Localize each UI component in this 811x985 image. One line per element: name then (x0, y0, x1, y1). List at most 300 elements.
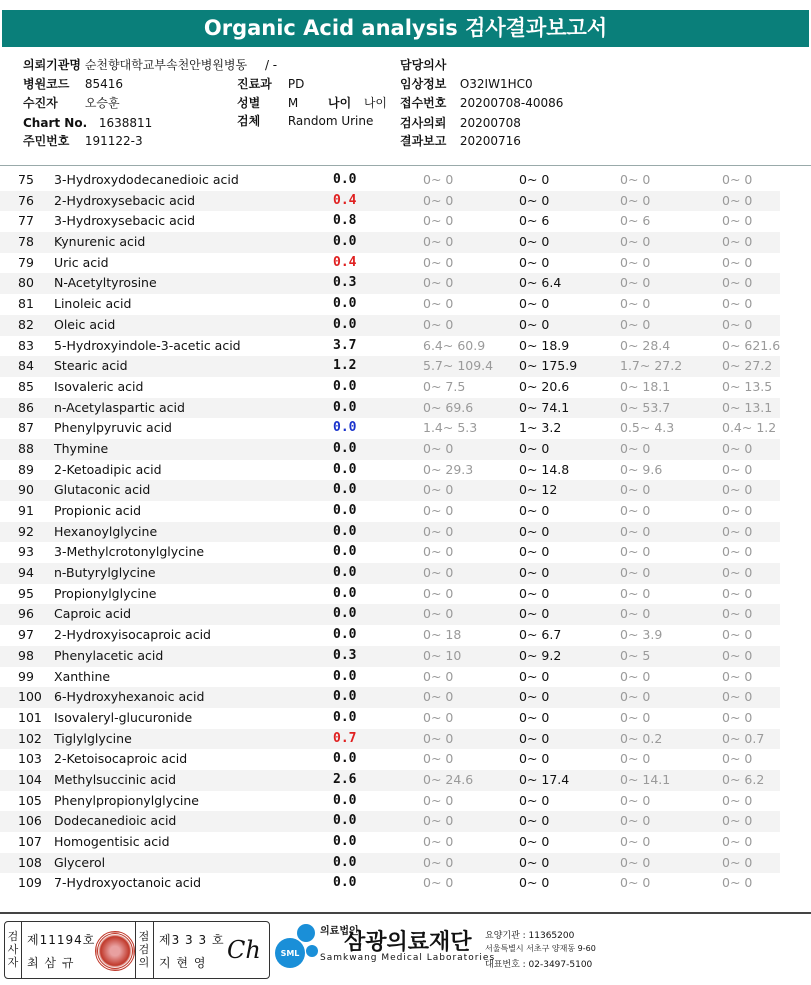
reference-range-3: 0~ 53.7 (620, 399, 671, 415)
result-value: 0.0 (333, 751, 357, 767)
table-row (0, 356, 780, 377)
row-number: 95 (18, 585, 34, 601)
analyte-name: Oleic acid (54, 316, 116, 332)
sex-value: M (287, 96, 299, 110)
reference-range-2: 0~ 0 (519, 565, 550, 581)
handwritten-signature: Ch (227, 936, 261, 964)
reference-range-1: 0~ 0 (423, 730, 454, 746)
row-number: 75 (18, 172, 34, 187)
reference-range-1: 0~ 0 (423, 813, 454, 829)
reference-range-3: 0~ 0 (620, 668, 651, 684)
reference-range-4: 0~ 6.2 (722, 771, 765, 787)
table-row (0, 315, 780, 336)
reference-range-4: 0~ 0 (722, 296, 753, 312)
row-number: 84 (18, 358, 34, 374)
analyte-name: 2-Ketoadipic acid (54, 461, 162, 477)
reference-range-4: 0~ 0 (722, 585, 753, 601)
reference-range-4: 0~ 0 (722, 668, 753, 684)
row-number: 83 (18, 337, 34, 353)
reviewer-license: 제3 3 3 호 (159, 933, 225, 947)
analyte-name: Glycerol (54, 854, 106, 870)
result-value: 0.3 (333, 647, 357, 663)
reference-range-3: 0~ 0 (620, 813, 651, 829)
reference-range-4: 0~ 0 (722, 834, 753, 849)
org-address: 서울특별시 서초구 양재동 9-60 (485, 944, 596, 953)
reference-range-2: 0~ 0 (519, 440, 550, 456)
analyte-name: Stearic acid (54, 358, 128, 374)
rrn-field (23, 133, 143, 149)
result-value: 3.7 (333, 337, 357, 353)
reference-range-1: 0~ 0 (423, 275, 454, 291)
reference-range-1: 0~ 0 (423, 854, 454, 870)
row-number: 81 (18, 296, 34, 312)
dept-value: PD (287, 77, 305, 91)
analyte-name: 7-Hydroxyoctanoic acid (54, 875, 202, 891)
reference-range-2: 0~ 0 (519, 668, 550, 684)
result-value: 0.0 (333, 565, 357, 581)
row-number: 92 (18, 523, 34, 539)
result-value: 0.0 (333, 482, 357, 498)
reference-range-3: 0~ 0 (620, 482, 651, 498)
results-table (0, 170, 780, 894)
analyte-name: Isovaleric acid (54, 378, 144, 394)
analyte-name: Thymine (54, 440, 109, 456)
table-row (0, 625, 780, 646)
reference-range-1: 0~ 0 (423, 440, 454, 456)
report-date-label: 결과보고 (400, 134, 447, 148)
result-value: 0.3 (333, 275, 357, 291)
analyte-name: N-Acetyltyrosine (54, 275, 157, 291)
table-row (0, 853, 780, 874)
reference-range-4: 0~ 0 (722, 751, 753, 767)
analyte-name: 2-Ketoisocaproic acid (54, 751, 188, 767)
reference-range-4: 0.4~ 1.2 (722, 420, 777, 436)
table-row (0, 273, 780, 294)
analyte-name: Propionic acid (54, 503, 142, 518)
reference-range-1: 0~ 0 (423, 482, 454, 498)
chart-no-label: Chart No. (23, 116, 88, 130)
reference-range-3: 0~ 0 (620, 254, 651, 270)
reference-range-4: 0~ 13.5 (722, 378, 773, 394)
result-value: 0.0 (333, 709, 357, 725)
reference-range-4: 0~ 0 (722, 689, 753, 705)
reference-range-2: 0~ 9.2 (519, 647, 562, 663)
row-number: 109 (18, 875, 42, 891)
clinical-field (400, 76, 533, 92)
analyte-name: Propionylglycine (54, 585, 157, 601)
row-number: 101 (18, 709, 42, 725)
result-value: 0.7 (333, 730, 357, 746)
analyte-name: Tiglylglycine (54, 730, 132, 746)
reference-range-1: 0~ 0 (423, 523, 454, 539)
analyte-name: n-Acetylaspartic acid (54, 399, 185, 415)
reference-range-1: 0~ 0 (423, 172, 454, 187)
reference-range-2: 0~ 0 (519, 730, 550, 746)
analyte-name: 3-Methylcrotonylglycine (54, 544, 205, 560)
reference-range-4: 0~ 0 (722, 647, 753, 663)
analyte-name: Phenylpyruvic acid (54, 420, 172, 436)
row-number: 96 (18, 606, 34, 622)
analyte-name: Glutaconic acid (54, 482, 151, 498)
reference-range-2: 0~ 0 (519, 234, 550, 250)
row-number: 89 (18, 461, 34, 477)
hospital-code-label: 병원코드 (23, 77, 70, 91)
table-row (0, 232, 780, 253)
reference-range-4: 0~ 0 (722, 461, 753, 477)
row-number: 90 (18, 482, 34, 498)
table-row (0, 667, 780, 688)
reference-range-3: 0~ 0 (620, 440, 651, 456)
reference-range-2: 0~ 0 (519, 503, 550, 518)
reference-range-2: 0~ 0 (519, 254, 550, 270)
row-number: 82 (18, 316, 34, 332)
reference-range-1: 0~ 0 (423, 585, 454, 601)
request-date-value: 20200708 (459, 116, 521, 130)
table-row (0, 398, 780, 419)
specimen-value: Random Urine (287, 114, 374, 128)
table-row (0, 480, 780, 501)
institution-value: 순천향대학교부속천안병원병동 (84, 58, 248, 72)
receipt-field (400, 95, 563, 111)
sml-logo-icon (272, 921, 320, 969)
reference-range-1: 0~ 69.6 (423, 399, 474, 415)
reference-range-3: 0~ 0 (620, 565, 651, 581)
header-divider (0, 165, 811, 166)
table-row (0, 377, 780, 398)
row-number: 93 (18, 544, 34, 560)
reference-range-3: 0~ 6 (620, 213, 651, 229)
reference-range-1: 0~ 0 (423, 668, 454, 684)
row-number: 108 (18, 854, 42, 870)
inspector-license: 제11194호 (27, 933, 96, 947)
reference-range-3: 0~ 0 (620, 544, 651, 560)
reference-range-3: 0~ 0 (620, 234, 651, 250)
reference-range-3: 0~ 0 (620, 606, 651, 622)
doctor-label: 담당의사 (400, 58, 447, 72)
reference-range-1: 0~ 0 (423, 503, 454, 518)
reference-range-1: 0~ 0 (423, 296, 454, 312)
reference-range-4: 0~ 0 (722, 523, 753, 539)
row-number: 98 (18, 647, 34, 663)
result-value: 0.0 (333, 813, 357, 829)
receipt-label: 접수번호 (400, 96, 447, 110)
reference-range-3: 0~ 14.1 (620, 771, 671, 787)
institution-field (23, 57, 277, 73)
reference-range-4: 0~ 0 (722, 606, 753, 622)
analyte-name: 3-Hydroxysebacic acid (54, 213, 196, 229)
reference-range-1: 0~ 29.3 (423, 461, 474, 477)
request-date-label: 검사의뢰 (400, 116, 447, 130)
table-row (0, 418, 780, 439)
reference-range-2: 0~ 0 (519, 792, 550, 808)
row-number: 97 (18, 627, 34, 643)
analyte-name: Methylsuccinic acid (54, 771, 177, 787)
analyte-name: Caproic acid (54, 606, 132, 622)
result-value: 0.0 (333, 792, 357, 808)
table-row (0, 791, 780, 812)
result-value: 0.0 (333, 523, 357, 539)
reference-range-1: 0~ 0 (423, 751, 454, 767)
reference-range-3: 0~ 0 (620, 875, 651, 891)
rrn-label: 주민번호 (23, 134, 70, 148)
reference-range-4: 0~ 0 (722, 213, 753, 229)
row-number: 94 (18, 565, 34, 581)
agency-number: 요양기관 : 11365200 (485, 931, 575, 941)
table-row (0, 708, 780, 729)
reviewer-name: 지 현 영 (159, 956, 207, 970)
reference-range-4: 0~ 0 (722, 254, 753, 270)
reference-range-1: 0~ 0 (423, 875, 454, 891)
official-seal (95, 931, 135, 971)
result-value: 0.0 (333, 461, 357, 477)
result-value: 0.0 (333, 689, 357, 705)
result-value: 0.0 (333, 503, 357, 518)
sex-field (237, 95, 298, 111)
reference-range-1: 0~ 7.5 (423, 378, 466, 394)
institution-label: 의뢰기관명 (23, 58, 81, 72)
inspector-name: 최 삼 규 (27, 956, 75, 970)
specimen-field (237, 113, 373, 129)
analyte-name: Hexanoylglycine (54, 523, 158, 539)
reference-range-2: 0~ 0 (519, 709, 550, 725)
result-value: 0.0 (333, 875, 357, 891)
analyte-name: Kynurenic acid (54, 234, 146, 250)
patient-label: 수진자 (23, 96, 58, 110)
table-row (0, 563, 780, 584)
receipt-value: 20200708-40086 (459, 96, 564, 110)
row-number: 105 (18, 792, 42, 808)
report-date-field (400, 133, 521, 149)
reference-range-1: 0~ 0 (423, 606, 454, 622)
result-value: 0.0 (333, 378, 357, 394)
table-row (0, 604, 780, 625)
analyte-name: Phenylacetic acid (54, 647, 164, 663)
table-row (0, 687, 780, 708)
reference-range-3: 0~ 0.2 (620, 730, 663, 746)
reference-range-1: 0~ 0 (423, 689, 454, 705)
result-value: 0.0 (333, 544, 357, 560)
result-value: 0.0 (333, 420, 357, 436)
inspector-label: 검 사 자 (7, 930, 19, 969)
row-number: 79 (18, 254, 34, 270)
reference-range-2: 0~ 18.9 (519, 337, 570, 353)
reference-range-1: 0~ 0 (423, 792, 454, 808)
reference-range-4: 0~ 0 (722, 503, 753, 518)
reference-range-4: 0~ 0 (722, 627, 753, 643)
result-value: 0.0 (333, 440, 357, 456)
analyte-name: 5-Hydroxyindole-3-acetic acid (54, 337, 241, 353)
row-number: 103 (18, 751, 42, 767)
reference-range-2: 0~ 6 (519, 213, 550, 229)
patient-field (23, 95, 120, 111)
result-value: 0.4 (333, 254, 357, 270)
institution-extra: / - (264, 58, 278, 72)
report-date-value: 20200716 (459, 134, 521, 148)
dept-field (237, 76, 304, 92)
reference-range-4: 0~ 621.6 (722, 337, 781, 353)
reference-range-4: 0~ 0 (722, 440, 753, 456)
result-value: 0.0 (333, 296, 357, 312)
chart-no-value: 1638811 (98, 116, 153, 130)
table-row (0, 729, 780, 750)
reference-range-4: 0~ 13.1 (722, 399, 773, 415)
reference-range-4: 0~ 0 (722, 234, 753, 250)
table-row (0, 336, 780, 357)
reference-range-3: 0~ 0 (620, 316, 651, 332)
reference-range-1: 0~ 0 (423, 565, 454, 581)
row-number: 86 (18, 399, 34, 415)
org-phone: 대표번호 : 02-3497-5100 (485, 960, 593, 970)
analyte-name: Linoleic acid (54, 296, 132, 312)
reference-range-2: 0~ 0 (519, 875, 550, 891)
reference-range-3: 0~ 0 (620, 275, 651, 291)
reference-range-4: 0~ 0 (722, 275, 753, 291)
hospital-code-field (23, 76, 123, 92)
row-number: 76 (18, 192, 34, 208)
row-number: 102 (18, 730, 42, 746)
table-row (0, 294, 780, 315)
reference-range-3: 0~ 0 (620, 172, 651, 187)
table-row (0, 646, 780, 667)
reference-range-3: 0~ 0 (620, 689, 651, 705)
reference-range-2: 0~ 12 (519, 482, 558, 498)
sex-label: 성별 (237, 96, 261, 110)
table-row (0, 749, 780, 770)
row-number: 106 (18, 813, 42, 829)
reference-range-1: 5.7~ 109.4 (423, 358, 494, 374)
reference-range-4: 0~ 0 (722, 482, 753, 498)
reference-range-3: 0~ 0 (620, 709, 651, 725)
reference-range-4: 0~ 0 (722, 813, 753, 829)
table-row (0, 811, 780, 832)
reference-range-3: 0~ 0 (620, 585, 651, 601)
reference-range-1: 0~ 0 (423, 544, 454, 560)
reference-range-2: 0~ 74.1 (519, 399, 570, 415)
analyte-name: Dodecanedioic acid (54, 813, 177, 829)
reference-range-2: 0~ 0 (519, 606, 550, 622)
reference-range-4: 0~ 0 (722, 792, 753, 808)
specimen-label: 검체 (237, 114, 261, 128)
reference-range-2: 0~ 0 (519, 523, 550, 539)
reference-range-1: 0~ 0 (423, 192, 454, 208)
reference-range-2: 0~ 0 (519, 689, 550, 705)
reference-range-3: 0~ 0 (620, 792, 651, 808)
result-value: 0.0 (333, 172, 357, 187)
reference-range-2: 0~ 0 (519, 192, 550, 208)
analyte-name: Isovaleryl-glucuronide (54, 709, 193, 725)
analyte-name: 6-Hydroxyhexanoic acid (54, 689, 205, 705)
reference-range-1: 0~ 0 (423, 234, 454, 250)
reference-range-2: 0~ 0 (519, 172, 550, 187)
reference-range-4: 0~ 0 (722, 172, 753, 187)
row-number: 87 (18, 420, 34, 436)
table-row (0, 584, 780, 605)
analyte-name: Xanthine (54, 668, 111, 684)
result-value: 0.0 (333, 834, 357, 849)
row-number: 77 (18, 213, 34, 229)
reference-range-2: 0~ 6.7 (519, 627, 562, 643)
analyte-name: Phenylpropionylglycine (54, 792, 200, 808)
reference-range-3: 0~ 0 (620, 192, 651, 208)
reference-range-2: 0~ 0 (519, 296, 550, 312)
reference-range-2: 0~ 20.6 (519, 378, 570, 394)
footer-divider (0, 912, 811, 914)
analyte-name: 3-Hydroxydodecanedioic acid (54, 172, 239, 187)
patient-value: 오승훈 (84, 96, 120, 110)
reference-range-2: 0~ 175.9 (519, 358, 578, 374)
table-row (0, 170, 780, 191)
reference-range-2: 0~ 0 (519, 544, 550, 560)
report-title: Organic Acid analysis 검사결과보고서 (2, 10, 809, 47)
reference-range-3: 0~ 18.1 (620, 378, 671, 394)
reference-range-2: 0~ 0 (519, 316, 550, 332)
reference-range-1: 0~ 0 (423, 316, 454, 332)
reviewer-label: 점 검 의 (138, 930, 150, 969)
reference-range-3: 0~ 0 (620, 503, 651, 518)
result-value: 2.6 (333, 771, 357, 787)
reference-range-3: 0~ 5 (620, 647, 651, 663)
reference-range-2: 0~ 0 (519, 751, 550, 767)
reference-range-2: 0~ 0 (519, 834, 550, 849)
reference-range-1: 0~ 0 (423, 709, 454, 725)
table-row (0, 211, 780, 232)
reference-range-2: 0~ 0 (519, 854, 550, 870)
reference-range-1: 0~ 0 (423, 834, 454, 849)
dept-label: 진료과 (237, 77, 272, 91)
reference-range-3: 0~ 0 (620, 854, 651, 870)
chart-no-field (23, 115, 152, 131)
org-type: 의료법인 (320, 926, 359, 937)
result-value: 0.4 (333, 192, 357, 208)
reference-range-3: 0~ 0 (620, 751, 651, 767)
logo-abbr: SML (280, 949, 300, 958)
result-value: 0.0 (333, 854, 357, 870)
reference-range-3: 0~ 28.4 (620, 337, 671, 353)
reference-range-3: 0~ 3.9 (620, 627, 663, 643)
result-value: 0.0 (333, 606, 357, 622)
reference-range-3: 0.5~ 4.3 (620, 420, 675, 436)
reference-range-3: 0~ 0 (620, 296, 651, 312)
hospital-code-value: 85416 (84, 77, 124, 91)
reference-range-2: 0~ 14.8 (519, 461, 570, 477)
reference-range-4: 0~ 0.7 (722, 730, 765, 746)
row-number: 88 (18, 440, 34, 456)
result-value: 0.0 (333, 585, 357, 601)
request-date-field (400, 115, 521, 131)
row-number: 99 (18, 668, 34, 684)
rrn-value: 191122-3 (84, 134, 143, 148)
row-number: 104 (18, 771, 42, 787)
result-value: 0.0 (333, 399, 357, 415)
reference-range-2: 0~ 6.4 (519, 275, 562, 291)
row-number: 85 (18, 378, 34, 394)
table-row (0, 501, 780, 522)
analyte-name: 2-Hydroxysebacic acid (54, 192, 196, 208)
signature-divider (135, 922, 136, 978)
reference-range-3: 1.7~ 27.2 (620, 358, 683, 374)
row-number: 80 (18, 275, 34, 291)
reference-range-1: 0~ 0 (423, 213, 454, 229)
reference-range-2: 0~ 17.4 (519, 771, 570, 787)
reference-range-3: 0~ 9.6 (620, 461, 663, 477)
doctor-field (400, 57, 450, 73)
reference-range-4: 0~ 27.2 (722, 358, 773, 374)
reference-range-3: 0~ 0 (620, 834, 651, 849)
reference-range-1: 0~ 10 (423, 647, 462, 663)
reference-range-2: 1~ 3.2 (519, 420, 562, 436)
row-number: 107 (18, 834, 42, 849)
reference-range-1: 0~ 24.6 (423, 771, 474, 787)
